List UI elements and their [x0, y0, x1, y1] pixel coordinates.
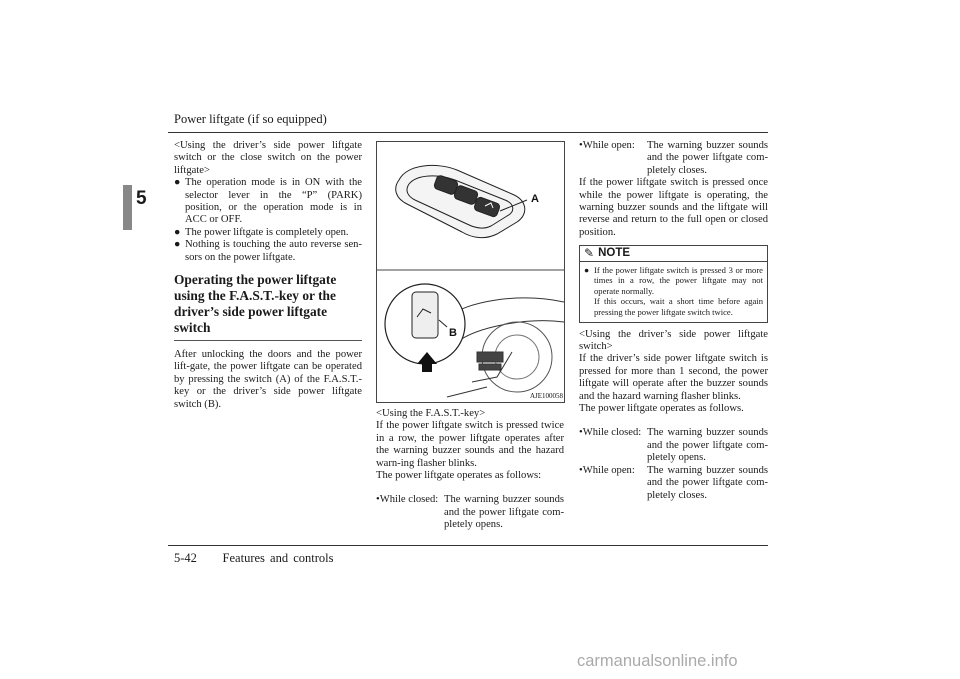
condition-bullet: ● Nothing is touching the auto reverse sen-sors on the power liftgate. — [174, 239, 362, 263]
fast-key-subtitle: <Using the F.A.S.T.-key> — [376, 408, 486, 419]
switch-conditions-intro: <Using the driver’s side power liftgate switch or the close switch on the power liftgate> — [174, 140, 362, 176]
while-closed-term-2: •While closed: — [579, 427, 642, 439]
while-open-row — [579, 140, 768, 177]
label-b: B — [449, 327, 457, 339]
chapter-number: 5 — [136, 188, 147, 209]
key-and-switch-illustration — [376, 141, 565, 403]
label-a: A — [531, 193, 539, 205]
page-number: 5-42 — [174, 551, 197, 565]
bullet-icon: ● — [174, 226, 181, 238]
site-watermark: carmanualsonline.info — [577, 652, 738, 670]
footer-section: Features and controls — [222, 551, 334, 565]
condition-bullet: ● The power liftgate is completely open. — [174, 226, 349, 238]
fast-key-paragraph: If the power liftgate switch is pressed twice in a row, the power liftgate operates after the warning buzzer sounds and the hazard warn-ing flasher blinks. — [376, 420, 564, 469]
reverse-paragraph: If the power liftgate switch is pressed once while the power liftgate is operating, the warning buzzer sounds and the liftgate will reverse and return to the full open or closed position. — [579, 177, 768, 238]
while-closed-row — [376, 494, 564, 531]
column-3 — [579, 140, 768, 502]
condition-bullet: ● The operation mode is in ON with the selector lever in the “P” (PARK) position, or the operation mode is in ACC or OFF. — [174, 177, 362, 226]
note-bullet: ● If the power liftgate switch is pressed 3 or more times in a row, the power liftgate may not operate normally. If this occurs, wait a short time before again pressing the power liftgate switch twice. — [584, 264, 763, 318]
note-body — [580, 262, 767, 322]
section-heading: Operating the power liftgate using the F.A.S.T.-key or the driver’s side power liftgate switch — [174, 272, 362, 341]
fast-key-fob — [396, 165, 527, 237]
while-closed-row-2 — [579, 427, 768, 464]
figure-code: AJE100058 — [530, 392, 564, 400]
while-closed-desc: The warning buzzer sounds and the power liftgate com-pletely opens. — [444, 494, 564, 531]
while-open-desc-2: The warning buzzer sounds and the power liftgate com-pletely closes. — [647, 464, 768, 501]
header-rule — [168, 132, 768, 133]
note-title: NOTE — [598, 247, 631, 260]
page-footer — [174, 551, 333, 566]
bullet-icon: ● — [584, 264, 590, 275]
bullet-icon: ● — [174, 239, 181, 251]
chapter-tab — [123, 185, 132, 230]
pencil-icon: ✎ — [584, 246, 595, 261]
while-open-desc: The warning buzzer sounds and the power liftgate com-pletely closes. — [647, 140, 768, 176]
note-header — [580, 246, 767, 261]
while-open-term: •While open: — [579, 140, 635, 151]
illustration-svg — [377, 142, 564, 402]
operates-as-follows-2: The power liftgate operates as follows. — [579, 403, 744, 415]
driver-switch-paragraph: If the driver’s side power liftgate switch is pressed for more than 1 second, the power liftgate will operate after the buzzer sounds and the hazard warning flasher blinks. — [579, 353, 768, 402]
section-paragraph: After unlocking the doors and the power lift-gate, the power liftgate can be operated by pressing the switch (A) of the F.A.S.T.-key or the driver’s side power liftgate switch (B). — [174, 349, 362, 410]
driver-switch-subtitle: <Using the driver’s side power liftgate switch> — [579, 328, 768, 353]
footer-rule — [168, 545, 768, 546]
column-2 — [376, 408, 564, 532]
page-header-title: Power liftgate (if so equipped) — [174, 112, 327, 126]
while-open-term-2: •While open: — [579, 464, 635, 476]
while-open-row-2 — [579, 465, 768, 502]
note-box — [579, 245, 768, 322]
liftgate-switch — [412, 292, 438, 338]
bullet-icon: ● — [174, 177, 181, 189]
while-closed-desc-2: The warning buzzer sounds and the power liftgate com-pletely opens. — [647, 427, 768, 464]
while-closed-term: •While closed: — [376, 494, 439, 506]
column-1 — [174, 140, 362, 411]
dashboard-drawing — [447, 298, 564, 397]
operates-as-follows: The power liftgate operates as follows: — [376, 470, 542, 482]
